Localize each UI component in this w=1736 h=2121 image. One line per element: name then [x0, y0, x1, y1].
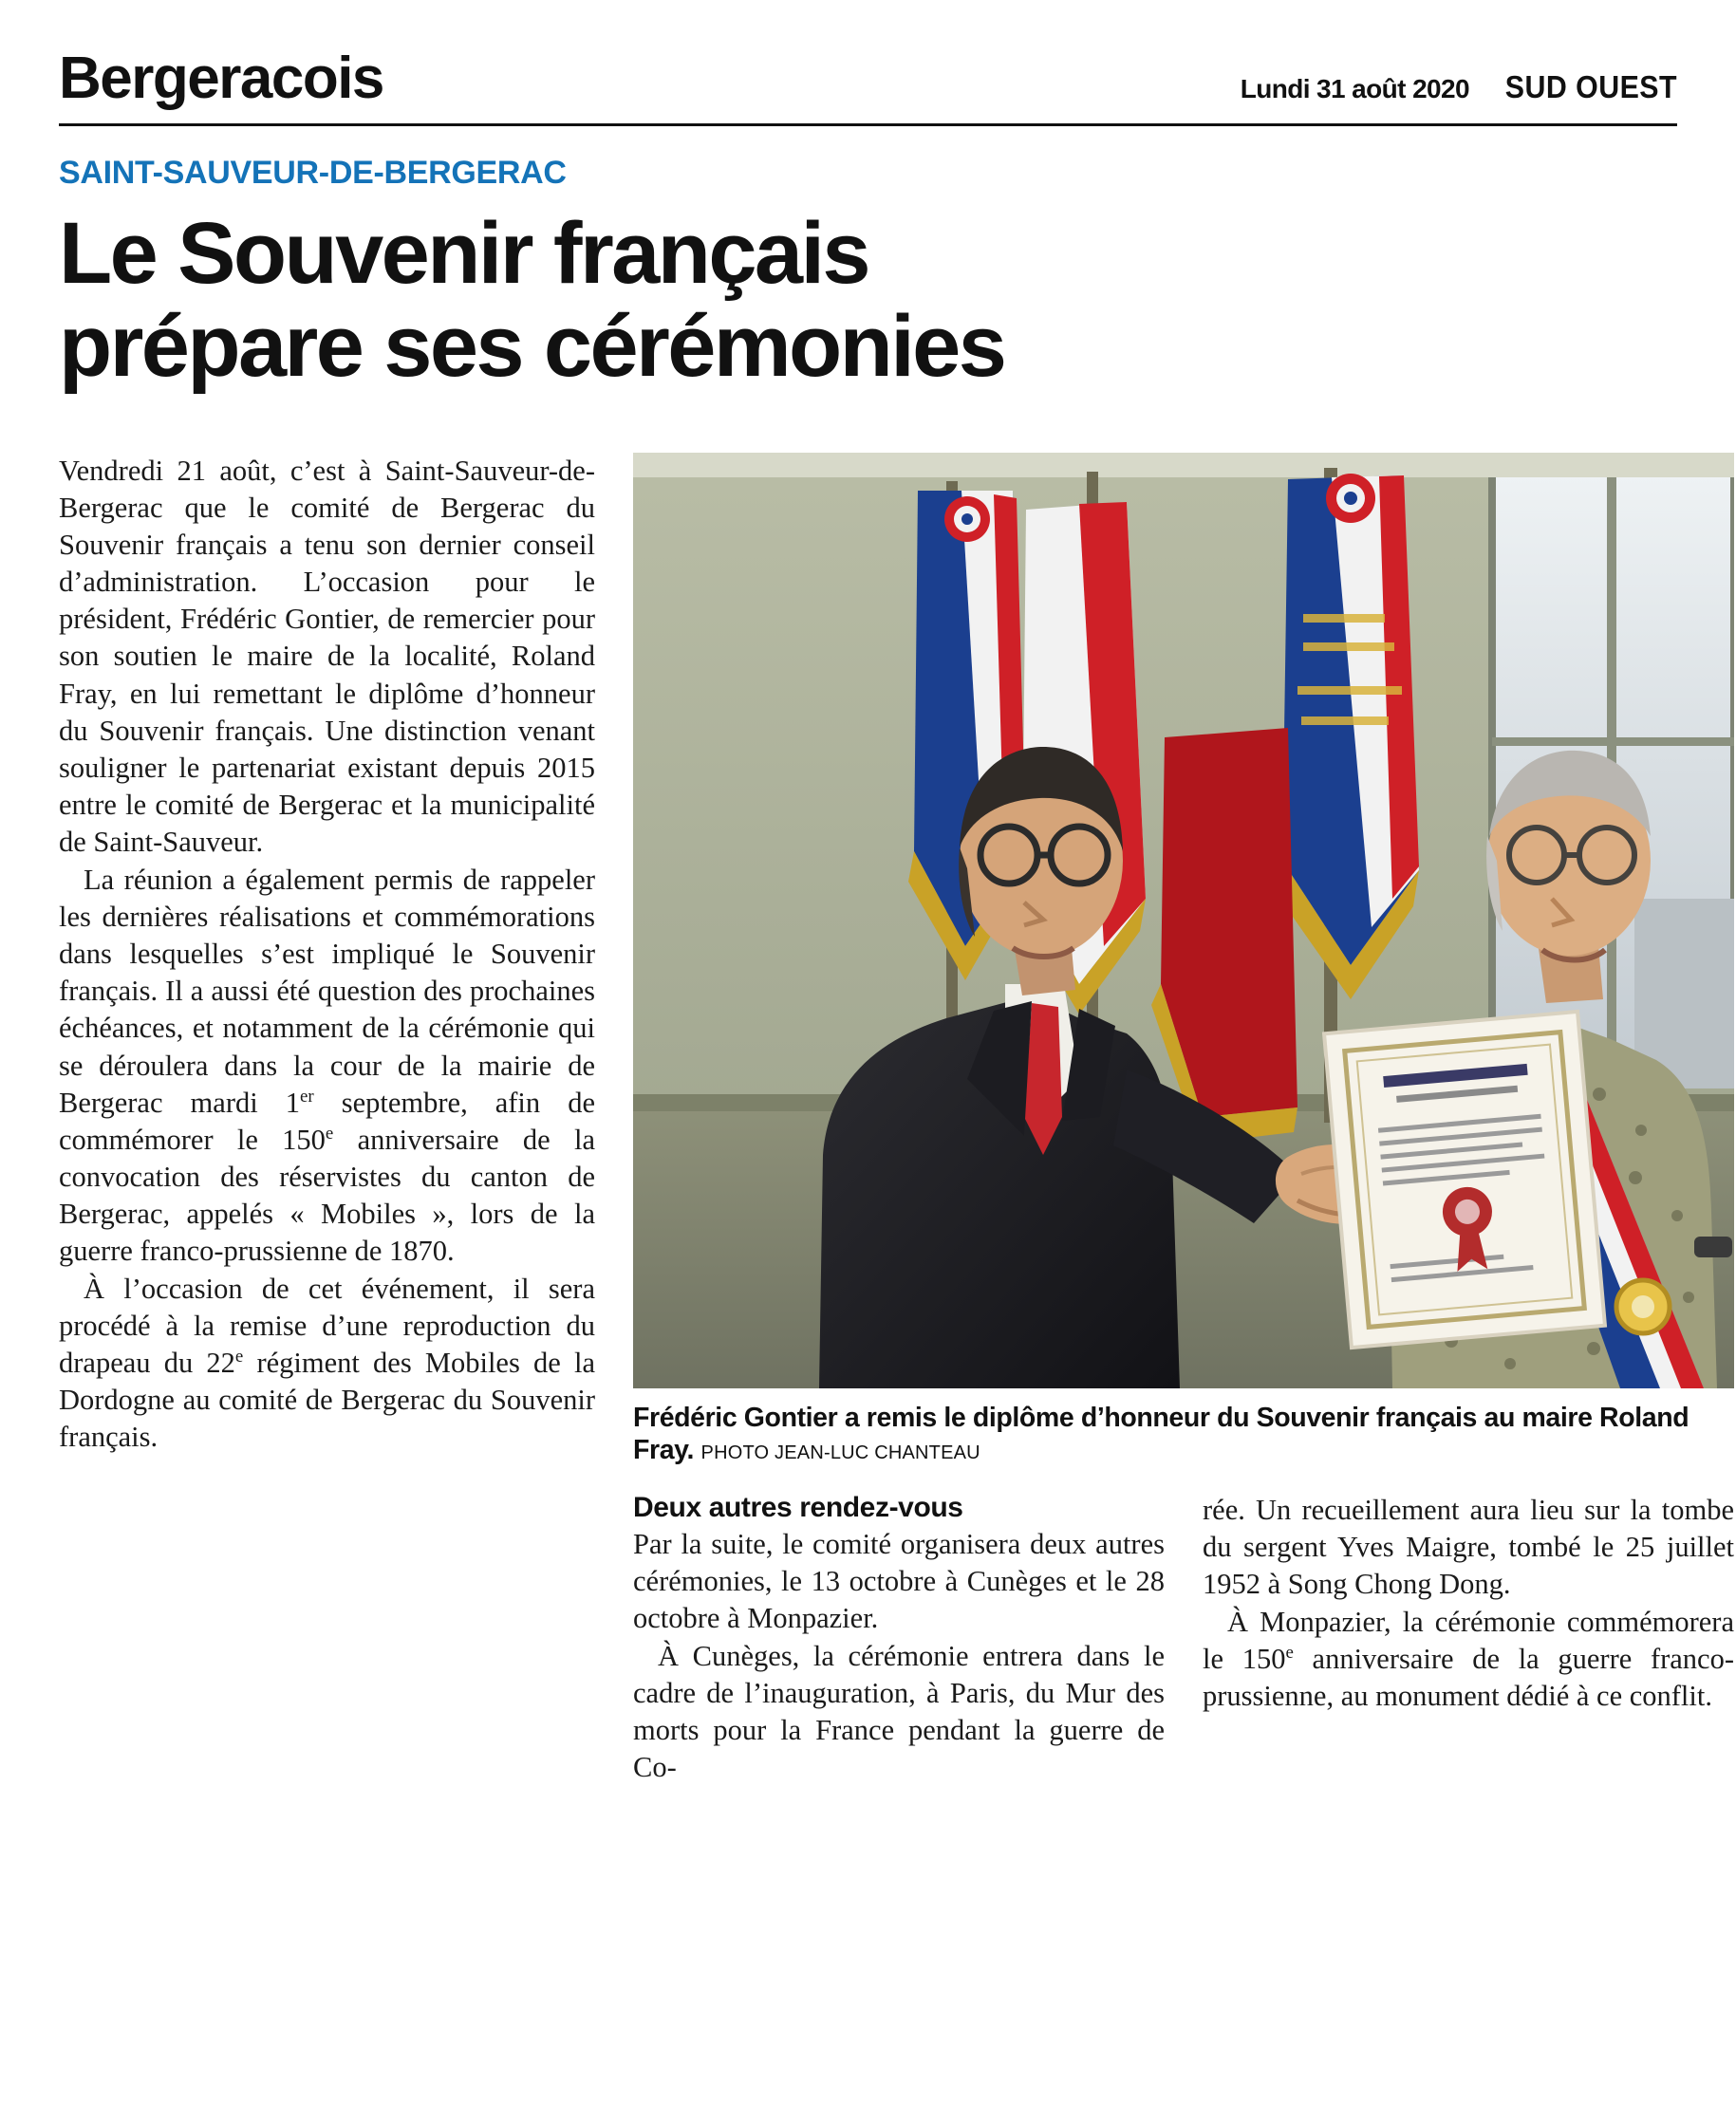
lower-left-paragraph-1: Par la suite, le comité organisera deux autres cérémonies, le 13 octobre à Cunèges et le 28 octobre à Monpazier. — [633, 1528, 1165, 1635]
lower-column-right — [1203, 1492, 1734, 1786]
masthead — [59, 46, 1677, 118]
lower-right-paragraph-2: À Monpazier, la cérémonie commémorera le 150e anniversaire de la guerre franco-prussienne, au monument dédié à ce conflit. — [1203, 1605, 1735, 1712]
lead-column — [59, 453, 595, 1787]
lead-paragraph-2: La réunion a également permis de rappeler les dernières réalisations et commémorations dans lesquelles s’est impliqué le Souvenir français. Il a aussi été question des prochaines échéances, et notamment de la cérémonie qui se déroulera dans la cour de la mairie de Bergerac mardi 1er septembre, afin de commémorer le 150e anniversaire de la convocation des réservistes du canton de Bergerac, appelés « Mobiles », lors de la guerre franco-prussienne de 1870. — [59, 863, 595, 1268]
lower-left-paragraph-2: À Cunèges, la cérémonie entrera dans le cadre de l’inauguration, à Paris, du Mur des morts pour la France pendant la guerre de Co- — [633, 1639, 1165, 1784]
photo-credit: PHOTO JEAN-LUC CHANTEAU — [700, 1442, 980, 1464]
masthead-right — [1241, 69, 1677, 105]
article-photo — [633, 453, 1734, 1388]
page-title — [59, 207, 1677, 394]
headline-line-1: Le Souvenir français — [59, 205, 868, 302]
masthead-divider — [59, 123, 1677, 126]
photo-caption — [633, 1402, 1734, 1468]
lower-right-paragraph-1: rée. Un recueillement aura lieu sur la tombe du sergent Yves Maigre, tombé le 25 juillet 1952 à Song Chong Dong. — [1203, 1494, 1734, 1601]
lower-column-left — [633, 1492, 1165, 1786]
article-kicker: SAINT-SAUVEUR-DE-BERGERAC — [59, 155, 567, 191]
article-body — [59, 453, 1735, 1787]
section-title: Bergeracois — [59, 46, 383, 111]
lower-columns — [633, 1492, 1734, 1786]
newspaper-logo: SUD OUEST — [1504, 69, 1677, 104]
lead-paragraph-3: À l’occasion de cet événement, il sera procédé à la remise d’une reproduction du drapeau du 22e régiment des Mobiles de la Dordogne au comité de Bergerac du Souvenir français. — [59, 1272, 595, 1454]
section-subhead: Deux autres rendez-vous — [633, 1492, 963, 1524]
headline-line-2: prépare ses cérémonies — [59, 298, 1005, 396]
photo-caption-text: Frédéric Gontier a remis le diplôme d’honneur du Souvenir français au maire Roland Fray. — [633, 1402, 1689, 1466]
photo-column — [633, 453, 1734, 1787]
lead-paragraph-1: Vendredi 21 août, c’est à Saint-Sauveur-de-Bergerac que le comité de Bergerac du Souvenir français a tenu son dernier conseil d’administration. L’occasion pour le président, Frédéric Gontier, de remercier pour son soutien le maire de la localité, Roland Fray, en lui remettant le diplôme d’honneur du Souvenir français. Une distinction venant souligner le partenariat existant depuis 2015 entre le comité de Bergerac et la municipalité de Saint-Sauveur. — [59, 454, 595, 859]
publication-date: Lundi 31 août 2020 — [1240, 74, 1469, 103]
